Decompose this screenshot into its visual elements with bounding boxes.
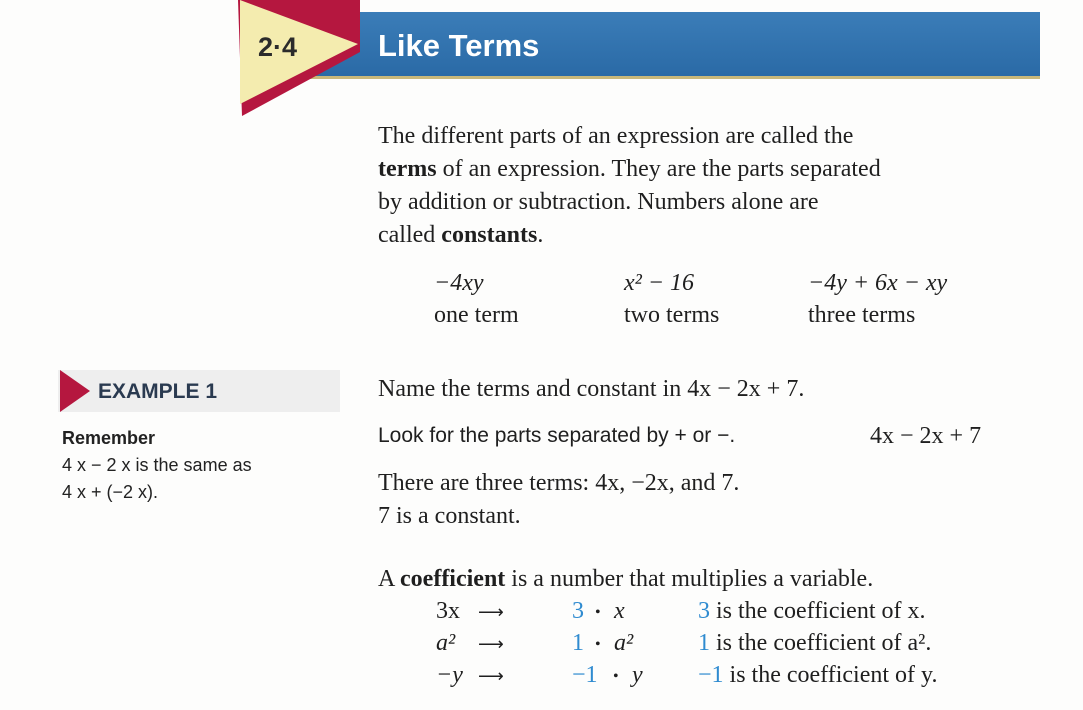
example-arrow-icon xyxy=(58,370,92,412)
coef-row-term: a² xyxy=(436,630,456,656)
example-answer: 7 is a constant. xyxy=(378,503,521,529)
coef-row-term: −y xyxy=(436,662,463,688)
coef-row-variable: y xyxy=(632,662,643,688)
intro-line: by addition or subtraction. Numbers alone are xyxy=(378,189,819,215)
example-hint-expression: 4x − 2x + 7 xyxy=(870,423,982,449)
coefficient-definition: A coefficient is a number that multiplies a variable. xyxy=(378,566,874,592)
intro-line: The different parts of an expression are called the xyxy=(378,123,854,149)
coef-row-variable: a² xyxy=(614,630,634,656)
coef-row-term: 3x xyxy=(436,598,460,624)
constant-keyword: constants xyxy=(441,222,538,248)
term-example-caption: one term xyxy=(434,302,519,328)
multiply-dot-icon: • xyxy=(613,668,619,685)
intro-paragraph xyxy=(378,120,1038,252)
example-label: EXAMPLE 1 xyxy=(98,380,218,403)
coef-row-coefficient: 1 xyxy=(572,630,584,656)
intro-line: terms of an expression. They are the parts separated xyxy=(378,156,881,182)
right-arrow-icon: ⟶ xyxy=(478,666,504,687)
section-tab-triangle xyxy=(232,0,372,120)
coef-row-explanation: −1 is the coefficient of y. xyxy=(698,662,938,688)
right-arrow-icon: ⟶ xyxy=(478,602,504,623)
coefficient-keyword: coefficient xyxy=(400,566,506,592)
coef-row-explanation: 3 is the coefficient of x. xyxy=(698,598,926,624)
remember-line: 4 x − 2 x is the same as xyxy=(62,455,252,475)
remember-line: 4 x + (−2 x). xyxy=(62,482,159,502)
term-keyword: terms xyxy=(378,156,437,182)
example-prompt: Name the terms and constant in 4x − 2x + 7. xyxy=(378,376,805,402)
right-arrow-icon: ⟶ xyxy=(478,634,504,655)
example-answer: There are three terms: 4x, −2x, and 7. xyxy=(378,470,740,496)
section-title: Like Terms xyxy=(378,28,540,63)
coef-row-coefficient: −1 xyxy=(572,662,598,688)
section-number: 2·4 xyxy=(258,32,298,62)
term-example-caption: three terms xyxy=(808,302,916,328)
example-hint: Look for the parts separated by + or −. xyxy=(378,424,736,447)
term-example-expression: x² − 16 xyxy=(624,270,695,296)
coef-row-variable: x xyxy=(614,598,625,624)
coef-row-coefficient: 3 xyxy=(572,598,584,624)
coef-row-explanation: 1 is the coefficient of a². xyxy=(698,630,932,656)
multiply-dot-icon: • xyxy=(595,636,601,653)
term-example-caption: two terms xyxy=(624,302,720,328)
remember-title: Remember xyxy=(62,428,156,448)
term-example-expression: −4xy xyxy=(434,270,484,296)
multiply-dot-icon: • xyxy=(595,604,601,621)
term-example-expression: −4y + 6x − xy xyxy=(808,270,948,296)
intro-line: called constants. xyxy=(378,222,544,248)
